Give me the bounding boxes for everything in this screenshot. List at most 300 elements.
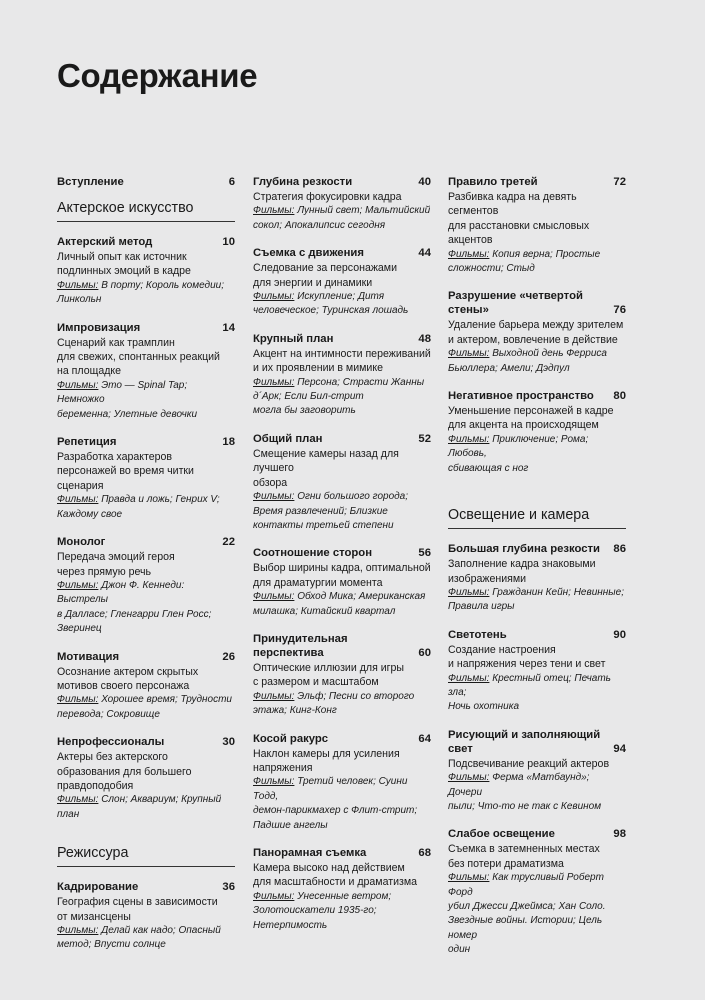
films-line: [57, 408, 235, 422]
entry-films: [57, 693, 235, 722]
films-line: [448, 262, 626, 276]
films-line: [253, 304, 431, 318]
description-line: и их проявлении в мимике: [253, 362, 383, 375]
entry-description: [253, 347, 431, 376]
films-line: [253, 919, 431, 933]
films-line: [448, 586, 626, 600]
entry-description: [253, 190, 431, 204]
toc-entry[interactable]: [448, 628, 626, 715]
toc-entry[interactable]: [448, 289, 626, 376]
description-line: для энергии и динамики: [253, 276, 373, 289]
entry-title: Соотношение сторон: [253, 547, 373, 560]
description-line: Осознание актером скрытых: [57, 665, 199, 678]
entry-films: [253, 690, 431, 719]
toc-entry[interactable]: [448, 175, 626, 276]
entry-description: [57, 665, 235, 694]
entry-films: [448, 586, 626, 615]
films-text: Крестный отец; Печать зла;: [448, 672, 611, 698]
films-line: [253, 490, 431, 504]
films-text: Хорошее время; Трудности: [101, 694, 232, 706]
description-line: напряжения: [253, 761, 313, 774]
films-label: Фильмы:: [253, 890, 295, 902]
films-label: Фильмы:: [448, 248, 490, 260]
films-text: Правда и ложь; Генрих V;: [101, 494, 220, 506]
toc-entry[interactable]: [57, 435, 235, 522]
entry-title: Монолог: [57, 536, 106, 549]
films-text: Копия верна; Простые: [492, 248, 601, 260]
entry-page: 14: [222, 321, 235, 334]
entry-title: Вступление: [57, 176, 124, 188]
entry-title: Разрушение «четвертой стены»: [448, 290, 583, 317]
films-text: В порту; Король комедии;: [101, 279, 224, 291]
entry-head: [448, 827, 626, 841]
films-label: Фильмы:: [57, 379, 99, 391]
description-line: для свежих, спонтанных реакций: [57, 351, 220, 364]
films-line: [253, 404, 431, 418]
description-line: Удаление барьера между зрителем: [448, 319, 624, 332]
entry-title: Правило третей: [448, 176, 538, 188]
entry-title: Рисующий и заполняющий свет: [448, 728, 601, 755]
films-line: [253, 804, 431, 818]
films-line: [57, 293, 235, 307]
films-line: [57, 508, 235, 522]
entry-head: [253, 632, 431, 660]
toc-entry-intro[interactable]: [57, 175, 235, 189]
description-line: изображениями: [448, 572, 527, 585]
entry-description: [253, 261, 431, 290]
section-heading: Освещение и камера: [448, 506, 626, 529]
entry-page: 94: [613, 742, 626, 755]
entry-page: 52: [418, 432, 431, 445]
films-label: Фильмы:: [253, 690, 295, 702]
entry-list: [448, 175, 626, 476]
films-line: [253, 390, 431, 404]
entry-films: [57, 379, 235, 422]
entry-head: [57, 235, 235, 249]
films-text: милашка; Китайский квартал: [253, 605, 396, 617]
entry-list: [57, 880, 235, 953]
films-text: беременна; Улетные девочки: [57, 408, 198, 420]
films-text: перевода; Сокровище: [57, 708, 160, 720]
films-text: Нетерпимость: [253, 919, 328, 931]
description-line: с размером и масштабом: [253, 676, 379, 689]
films-text: пыли; Что-то не так с Кевином: [448, 800, 602, 812]
description-line: для драматургии момента: [253, 576, 383, 589]
films-text: могла бы заговорить: [253, 405, 356, 417]
entry-head: [253, 246, 431, 260]
entry-page: 56: [418, 547, 431, 560]
films-line: [448, 347, 626, 361]
entry-page: 48: [418, 332, 431, 345]
description-line: без потери драматизма: [448, 857, 564, 870]
entry-head: [448, 289, 626, 317]
entry-films: [253, 376, 431, 419]
description-line: для расстановки смысловых: [448, 219, 590, 232]
films-line: [253, 519, 431, 533]
entry-title: Кадрирование: [57, 881, 139, 894]
toc-entry[interactable]: [57, 321, 235, 422]
films-label: Фильмы:: [253, 491, 295, 503]
description-line: Выбор ширины кадра, оптимальной: [253, 562, 431, 575]
description-line: Стратегия фокусировки кадра: [253, 191, 402, 203]
toc-entry[interactable]: [448, 542, 626, 615]
entry-head: [253, 846, 431, 860]
toc-entry[interactable]: [253, 732, 431, 833]
films-text: Делай как надо; Опасный: [101, 925, 221, 936]
entry-page: 30: [222, 736, 235, 749]
entry-films: [57, 493, 235, 522]
films-label: Фильмы:: [57, 794, 99, 806]
films-line: [448, 600, 626, 614]
toc-column-2: [253, 175, 431, 946]
entry-films: [57, 793, 235, 822]
films-line: [253, 904, 431, 918]
films-line: [448, 433, 626, 462]
films-line: [57, 924, 235, 938]
description-line: Уменьшение персонажей в кадре: [448, 405, 614, 418]
films-text: Эльф; Песни со второго: [297, 690, 415, 702]
entry-description: [448, 318, 626, 347]
films-text: Третий человек; Суини Тодд,: [253, 776, 408, 802]
description-line: персонажей во время читки: [57, 465, 194, 478]
entry-page: 76: [613, 304, 626, 317]
entry-page: 6: [228, 176, 235, 188]
entry-title: Панорамная съемка: [253, 847, 367, 859]
description-line: через прямую речь: [57, 565, 152, 578]
toc-entry[interactable]: [57, 650, 235, 723]
description-line: Разбивка кадра на девять сегментов: [448, 191, 577, 218]
entry-list: [448, 542, 626, 958]
entry-description: [57, 550, 235, 579]
description-line: на площадке: [57, 365, 122, 378]
films-line: [253, 290, 431, 304]
films-line: [448, 771, 626, 800]
entry-title: Съемка с движения: [253, 247, 364, 260]
films-line: [448, 248, 626, 262]
description-line: Акцент на интимности переживаний: [253, 347, 431, 360]
description-line: правдоподобия: [57, 779, 134, 792]
entry-head: [448, 542, 626, 556]
films-line: [57, 608, 235, 622]
entry-title: Глубина резкости: [253, 176, 353, 188]
section-heading: Актерское искусство: [57, 199, 235, 222]
films-line: [448, 672, 626, 701]
films-text: Бьюллера; Амели; Дэдпул: [448, 362, 570, 374]
films-line: [448, 871, 626, 900]
entry-head: [448, 175, 626, 189]
entry-page: 40: [418, 176, 431, 188]
toc-entry[interactable]: [253, 332, 431, 419]
entry-description: [253, 861, 431, 890]
entry-description: [253, 561, 431, 590]
description-line: Наклон камеры для усиления: [253, 747, 400, 760]
entry-head: [57, 880, 235, 894]
entry-films: [253, 290, 431, 319]
films-line: [57, 938, 235, 952]
description-line: образования для большего: [57, 765, 192, 778]
description-line: акцентов: [448, 234, 493, 247]
entry-page: 26: [222, 650, 235, 663]
toc-entry[interactable]: [57, 880, 235, 953]
films-text: план: [57, 808, 80, 820]
entry-title: Слабое освещение: [448, 828, 555, 841]
films-text: Лунный свет; Мальтийский: [297, 205, 431, 217]
films-line: [253, 819, 431, 833]
entry-films: [448, 771, 626, 814]
films-line: [253, 605, 431, 619]
films-label: Фильмы:: [448, 672, 490, 684]
films-text: Джон Ф. Кеннеди: Выстрелы: [57, 579, 185, 606]
entry-title: Светотень: [448, 628, 507, 641]
films-line: [57, 808, 235, 822]
entry-page: 60: [418, 646, 431, 659]
films-label: Фильмы:: [253, 776, 295, 788]
films-label: Фильмы:: [57, 694, 99, 706]
films-text: Ферма «Матбаунд»; Дочери: [448, 772, 590, 798]
films-text: человеческое; Туринская лошадь: [253, 305, 409, 317]
toc-entry[interactable]: [253, 175, 431, 233]
entry-films: [253, 490, 431, 533]
entry-head: [448, 728, 626, 756]
entry-title: Принудительная перспектива: [253, 632, 348, 659]
toc-entry[interactable]: [253, 846, 431, 933]
entry-description: [57, 336, 235, 379]
films-line: [57, 708, 235, 722]
films-line: [253, 505, 431, 519]
entry-films: [253, 890, 431, 933]
films-line: [253, 590, 431, 604]
entry-films: [253, 775, 431, 833]
entry-title: Крупный план: [253, 332, 334, 345]
films-text: демон-парикмахер с Флит-стрит;: [253, 805, 418, 817]
toc-entry[interactable]: [448, 827, 626, 957]
films-text: в Далласе; Гленгарри Глен Росс;: [57, 608, 212, 620]
films-line: [253, 690, 431, 704]
entry-page: 10: [222, 236, 235, 248]
films-line: [253, 376, 431, 390]
description-line: от мизансцены: [57, 910, 131, 923]
films-text: Золотоискатели 1935-го;: [253, 905, 377, 917]
entry-title: Косой ракурс: [253, 732, 329, 745]
entry-page: 18: [222, 436, 235, 449]
films-label: Фильмы:: [57, 579, 99, 591]
entry-films: [57, 924, 235, 953]
films-line: [57, 693, 235, 707]
entry-description: [57, 895, 235, 924]
films-text: Звездные войны. Истории; Цель номер: [448, 915, 603, 941]
films-line: [253, 775, 431, 804]
toc-entry[interactable]: [57, 535, 235, 636]
toc-entry[interactable]: [57, 735, 235, 822]
films-label: Фильмы:: [448, 772, 490, 784]
entry-films: [57, 279, 235, 308]
description-line: Смещение камеры назад для лучшего: [253, 447, 399, 475]
films-text: сбивающая с ног: [448, 462, 529, 474]
films-line: [253, 890, 431, 904]
entry-description: [448, 757, 626, 771]
entry-head: [57, 321, 235, 335]
entry-films: [448, 672, 626, 715]
toc-column-3: [448, 175, 626, 971]
films-label: Фильмы:: [253, 591, 295, 603]
description-line: Создание настроения: [448, 643, 556, 656]
films-text: Правила игры: [448, 601, 515, 613]
films-line: [448, 362, 626, 376]
toc-entry[interactable]: [253, 246, 431, 319]
films-label: Фильмы:: [57, 925, 99, 936]
films-text: Время развлечений; Близкие: [253, 505, 388, 517]
entry-title: Импровизация: [57, 321, 141, 334]
toc-entry[interactable]: [253, 432, 431, 533]
entry-head: [253, 332, 431, 346]
entry-title: Большая глубина резкости: [448, 543, 601, 556]
entry-page: 64: [418, 732, 431, 745]
entry-page: 80: [613, 390, 626, 403]
films-text: контакты третьей степени: [253, 519, 394, 531]
films-text: Обход Мика; Американская: [297, 591, 426, 603]
films-label: Фильмы:: [57, 279, 99, 291]
entry-description: [448, 404, 626, 433]
entry-films: [448, 871, 626, 957]
films-line: [448, 700, 626, 714]
toc-entry[interactable]: [253, 546, 431, 619]
description-line: сценария: [57, 479, 104, 492]
description-line: Съемка в затемненных местах: [448, 843, 600, 856]
entry-title: Непрофессионалы: [57, 736, 165, 749]
entry-description: [448, 190, 626, 248]
toc-entry[interactable]: [448, 728, 626, 815]
description-line: Оптические иллюзии для игры: [253, 661, 405, 674]
entry-title: Негативное пространство: [448, 390, 594, 403]
entry-description: [57, 450, 235, 493]
entry-title: Репетиция: [57, 436, 117, 449]
films-text: один: [448, 944, 471, 956]
entry-description: [57, 250, 235, 279]
description-line: для акцента на происходящем: [448, 419, 599, 432]
films-text: Каждому свое: [57, 508, 123, 520]
toc-column-1: [57, 175, 235, 966]
films-text: Это — Spinal Tap; Немножко: [57, 379, 188, 406]
description-line: География сцены в зависимости: [57, 896, 218, 909]
films-label: Фильмы:: [253, 205, 295, 217]
films-line: [448, 943, 626, 957]
entry-page: 22: [222, 536, 235, 549]
entry-page: 90: [613, 628, 626, 641]
entry-title: Общий план: [253, 432, 323, 445]
description-line: Следование за персонажами: [253, 262, 398, 275]
entry-head: [253, 175, 431, 189]
films-line: [448, 900, 626, 914]
entry-head: [448, 389, 626, 403]
entry-description: [253, 747, 431, 776]
entry-head: [57, 435, 235, 449]
description-line: Камера высоко над действием: [253, 862, 405, 874]
description-line: и напряжения через тени и свет: [448, 658, 606, 671]
films-label: Фильмы:: [448, 433, 490, 445]
entry-head: [57, 650, 235, 664]
films-text: Искупление; Дитя: [297, 291, 385, 303]
films-text: Как трусливый Роберт Форд: [448, 872, 604, 898]
films-text: Унесенные ветром;: [297, 890, 392, 902]
films-text: Ночь охотника: [448, 701, 520, 713]
entry-title: Мотивация: [57, 650, 120, 663]
description-line: для масштабности и драматизма: [253, 876, 418, 889]
entry-page: 72: [613, 176, 626, 188]
entry-head: [253, 732, 431, 746]
films-line: [448, 462, 626, 476]
films-text: метод; Впусти солнце: [57, 939, 166, 951]
entry-head: [57, 535, 235, 549]
films-line: [57, 493, 235, 507]
entry-head: [253, 546, 431, 560]
films-line: [448, 800, 626, 814]
films-label: Фильмы:: [253, 291, 295, 303]
films-line: [57, 379, 235, 408]
entry-description: [253, 447, 431, 490]
entry-films: [253, 590, 431, 619]
description-line: подлинных эмоций в кадре: [57, 265, 191, 278]
films-line: [57, 622, 235, 636]
films-text: Огни большого города;: [297, 491, 408, 503]
description-line: Подсвечивание реакций актеров: [448, 757, 610, 770]
entry-head: [253, 432, 431, 446]
films-text: этажа; Кинг-Конг: [253, 705, 337, 717]
films-line: [253, 704, 431, 718]
entry-films: [253, 204, 431, 233]
films-line: [253, 219, 431, 233]
toc-entry[interactable]: [253, 632, 431, 719]
entry-title: Актерский метод: [57, 236, 153, 248]
films-text: Падшие ангелы: [253, 819, 328, 831]
films-label: Фильмы:: [448, 348, 490, 360]
entry-description: [448, 643, 626, 672]
films-text: сложности; Стыд: [448, 263, 535, 275]
description-line: Заполнение кадра знаковыми: [448, 558, 596, 571]
entry-description: [448, 842, 626, 871]
toc-entry[interactable]: [448, 389, 626, 476]
description-line: Разработка характеров: [57, 451, 173, 464]
entry-films: [448, 347, 626, 376]
films-text: Слон; Аквариум; Крупный: [101, 794, 222, 806]
films-label: Фильмы:: [448, 872, 490, 884]
entry-page: 86: [613, 543, 626, 556]
section-heading: Режиссура: [57, 844, 235, 867]
films-text: Приключение; Рома; Любовь,: [448, 433, 589, 460]
entry-page: 36: [222, 881, 235, 894]
films-label: Фильмы:: [448, 586, 490, 598]
films-text: Линкольн: [57, 294, 102, 306]
description-line: Сценарий как трамплин: [57, 336, 175, 349]
films-label: Фильмы:: [57, 494, 99, 506]
entry-list: [253, 175, 431, 933]
page-title: Содержание: [57, 57, 258, 94]
description-line: Личный опыт как источник: [57, 251, 187, 263]
films-text: Гражданин Кейн; Невинные;: [492, 586, 624, 598]
films-text: д´Арк; Если Бил-стрит: [253, 391, 364, 403]
films-text: Персона; Страсти Жанны: [297, 376, 425, 388]
entry-page: 68: [418, 847, 431, 859]
entry-films: [57, 579, 235, 637]
films-text: Зверинец: [57, 623, 102, 635]
films-text: Выходной день Ферриса: [492, 348, 607, 360]
description-line: Актеры без актерского: [57, 751, 168, 764]
entry-list: [57, 235, 235, 822]
entry-head: [448, 628, 626, 642]
films-text: убил Джесси Джеймса; Хан Соло.: [448, 901, 606, 912]
entry-description: [253, 661, 431, 690]
films-text: сокол; Апокалипсис сегодня: [253, 219, 386, 231]
toc-entry[interactable]: [57, 235, 235, 308]
